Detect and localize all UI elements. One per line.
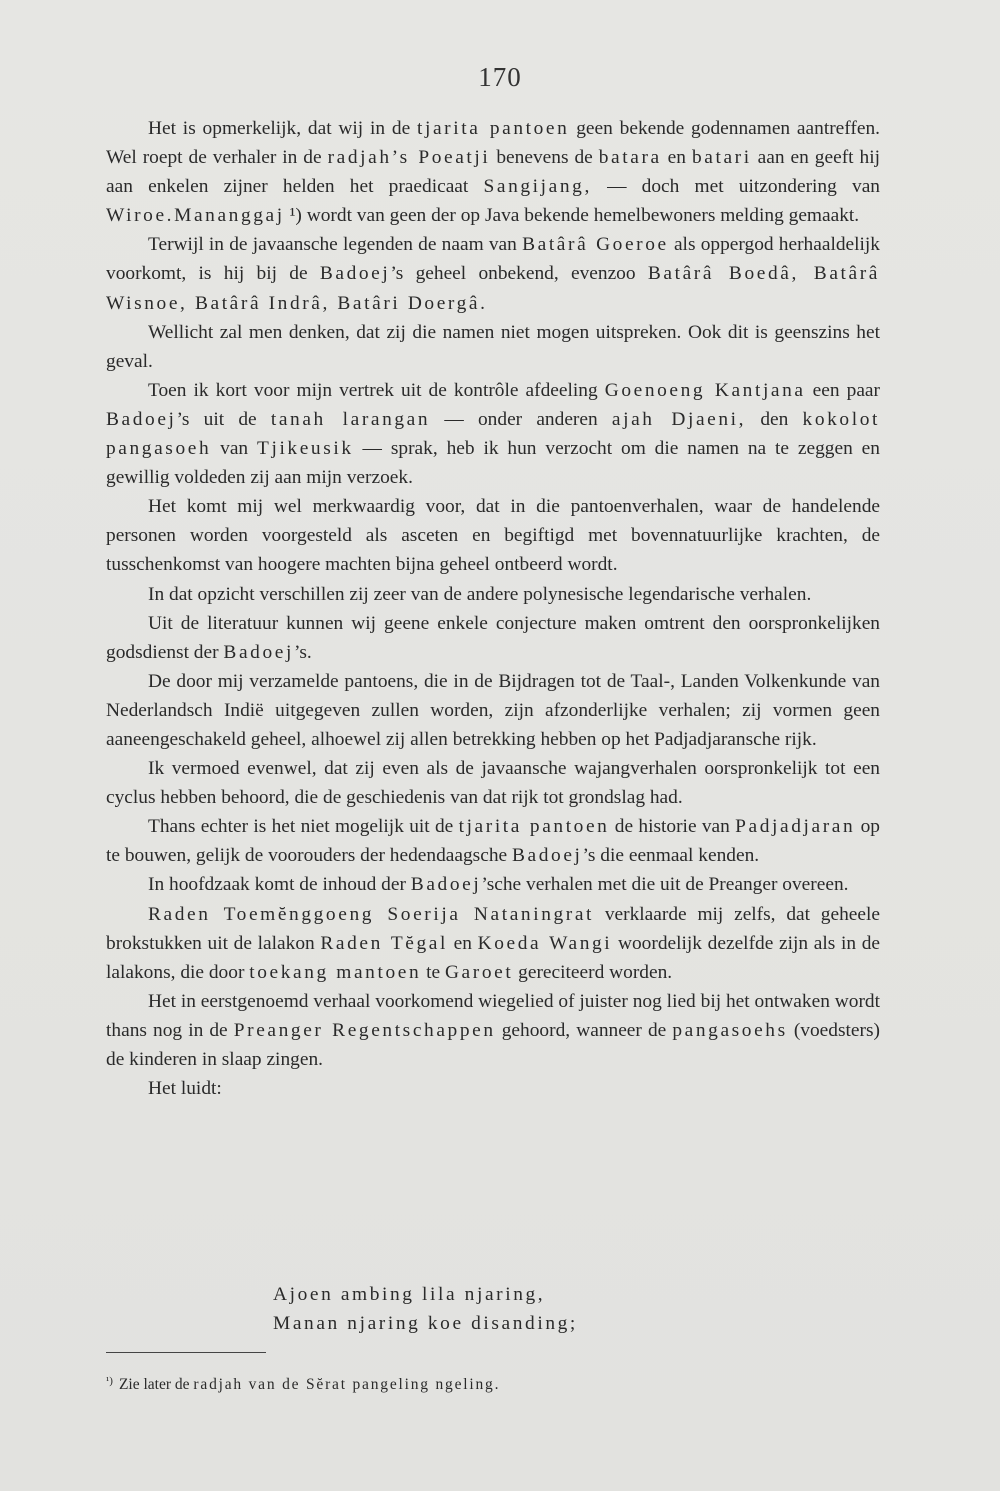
verse-line: Manan njaring koe disanding;: [273, 1313, 578, 1334]
paragraph: [106, 230, 880, 317]
spaced-text-run: Garoet: [444, 961, 514, 983]
footnote-marker: ¹): [106, 1375, 113, 1387]
paragraph: [106, 987, 880, 1074]
paragraph: [106, 900, 880, 987]
text-run: als oppergod herhaaldelijk voorkomt, is hij bij de: [106, 234, 881, 285]
spaced-text-run: Goenoeng Kantjana: [604, 379, 806, 401]
paragraph: [106, 1074, 880, 1103]
paragraph: [106, 609, 880, 667]
text-run: gehoord, wanneer de: [495, 1019, 673, 1041]
text-run: (voedsters) de kinderen in slaap zingen.: [106, 1019, 880, 1070]
text-run: verklaarde mij zelfs, dat geheele brokstukken uit de lalakon: [106, 903, 880, 954]
text-run: Het is opmerkelijk, dat wij in de: [148, 118, 417, 139]
paragraph: [106, 318, 880, 376]
paragraph: [106, 114, 880, 230]
verse-line: Ajoen ambing lila njaring,: [273, 1284, 546, 1305]
text-run: Toen ik kort voor mijn vertrek uit de kontrôle afdeeling: [148, 379, 605, 401]
spaced-text-run: Batârâ Goeroe: [522, 234, 669, 256]
page-number: 170: [478, 62, 522, 92]
text-run: Het komt mij wel merkwaardig voor, dat in die pantoenverhalen, waar de handelende personen worden voorgesteld als asceten en begiftigd met bovennatuurlijke krachten, de tusschenkomst van hoogere machten bijna geheel ontbeerd wordt.: [106, 496, 880, 576]
text-run: op te bouwen, gelijk de voorouders der hedendaagsche: [106, 816, 880, 867]
text-run: te: [421, 961, 445, 983]
text-run: Terwijl in de javaansche legenden de naam van: [148, 234, 523, 256]
spaced-text-run: Badoej: [319, 263, 391, 285]
spaced-text-run: Raden Tĕgal: [320, 932, 448, 954]
text-run: — doch met uitzondering van: [591, 176, 880, 198]
text-run: ’sche verhalen met die uit de Preanger overeen.: [481, 874, 849, 896]
text-run: — sprak, heb ik hun verzocht om die namen na te zeggen en gewillig voldeden zij aan mijn verzoek.: [106, 438, 880, 489]
text-run: Het luidt:: [148, 1078, 222, 1100]
spaced-text-run: Preanger Regentschappen: [233, 1019, 496, 1041]
spaced-text-run: batari: [691, 147, 752, 169]
spaced-text-run: kokolot pangasoeh: [106, 408, 880, 460]
spaced-text-run: tjarita pantoen: [458, 816, 610, 838]
text-run: de historie van: [609, 816, 736, 838]
spaced-text-run: Tjikeusik: [257, 438, 354, 460]
spaced-text-run: Badoej: [223, 641, 294, 663]
spaced-text-run: Badoej: [511, 845, 583, 867]
spaced-text-run: Batârâ Boedâ, Batârâ Wisnoe, Batârâ Indrâ, Batâri Doergâ.: [106, 263, 880, 314]
spaced-text-run: Raden Toemĕnggoeng Soerija Nataningrat: [148, 903, 595, 925]
text-run: en: [661, 147, 692, 169]
spaced-text-run: Wiroe.Mananggaj: [106, 205, 285, 227]
text-run: ’s geheel onbekend, evenzoo: [390, 263, 648, 285]
text-run: van: [211, 438, 258, 460]
text-run: Thans echter is het niet mogelijk uit de: [148, 816, 459, 838]
paragraph: [106, 376, 880, 492]
text-run: Het in eerstgenoemd verhaal voorkomend wiegelied of juister nog lied bij het ontwaken wordt thans nog in de: [106, 990, 880, 1041]
text-run: Wellicht zal men denken, dat zij die namen niet mogen uitspreken. Ook dit is geenszins het geval.: [106, 321, 880, 372]
text-run: den: [746, 408, 803, 430]
spaced-text-run: radjah’s Poeatji: [327, 147, 491, 169]
spaced-text-run: toekang mantoen: [249, 961, 422, 983]
text-run: gereciteerd worden.: [513, 961, 673, 983]
text-run: ’s uit de: [176, 408, 271, 430]
body-text: [106, 114, 880, 1103]
footnote-text: Zie later de: [118, 1376, 194, 1393]
text-run: ’s die eenmaal kenden.: [582, 845, 760, 867]
text-run: In hoofdzaak komt de inhoud der: [148, 874, 411, 896]
text-run: geen bekende godennamen aantreffen. Wel roept de verhaler in de: [106, 118, 881, 169]
footnote: [106, 1370, 886, 1396]
spaced-text-run: tjarita pantoen: [417, 118, 570, 139]
text-run: woordelijk dezelfde zijn als in de lalakons, die door: [106, 932, 880, 983]
spaced-text-run: Badoej: [410, 874, 482, 896]
paragraph: [106, 812, 880, 870]
spaced-text-run: tanah larangan: [270, 408, 431, 430]
spaced-text-run: pangasoehs: [672, 1019, 788, 1041]
text-run: De door mij verzamelde pantoens, die in de Bijdragen tot de Taal-, Landen Volkenkunde van Nederlandsch Indië uitgegeven zullen worden, zijn afzonderlijke verhalen; zij vormen geen aaneengeschakeld geheel, alhoewel zij allen betrekking hebben op het Padjadjaransche rijk.: [106, 670, 880, 750]
text-run: aan en geeft hij aan enkelen zijner helden het praedicaat: [106, 147, 880, 198]
text-run: Uit de literatuur kunnen wij geene enkele conjecture maken omtrent den oorspronkelijken godsdienst der: [106, 612, 880, 663]
text-run: Ik vermoed evenwel, dat zij even als de javaansche wajangverhalen oorspronkelijk tot een cyclus hebben behoord, die de geschiedenis van dat rijk tot grondslag had.: [106, 758, 880, 809]
footnote-rule: [106, 1352, 266, 1353]
spaced-text-run: Badoej: [106, 408, 177, 430]
text-run: — onder anderen: [430, 408, 612, 430]
paragraph: [106, 492, 880, 579]
text-run: ¹) wordt van geen der op Java bekende hemelbewoners melding gemaakt.: [284, 205, 860, 227]
spaced-text-run: Sangijang,: [483, 176, 592, 198]
paragraph: [106, 870, 880, 899]
verse-block: [273, 1280, 578, 1338]
text-run: benevens de: [490, 147, 599, 169]
paragraph: [106, 754, 880, 812]
text-run: In dat opzicht verschillen zij zeer van de andere polynesische legendarische verhalen.: [148, 583, 812, 605]
spaced-text-run: batara: [598, 147, 662, 169]
paragraph: [106, 667, 880, 754]
paragraph: [106, 580, 880, 609]
text-run: ’s.: [293, 641, 312, 663]
footnote-text-spaced: radjah van de Sĕrat pangeling ngeling.: [193, 1376, 501, 1393]
spaced-text-run: Koeda Wangi: [477, 932, 613, 954]
spaced-text-run: Padjadjaran: [735, 816, 856, 838]
text-run: een paar: [805, 379, 880, 401]
spaced-text-run: ajah Djaeni,: [611, 408, 747, 430]
text-run: en: [448, 932, 478, 954]
